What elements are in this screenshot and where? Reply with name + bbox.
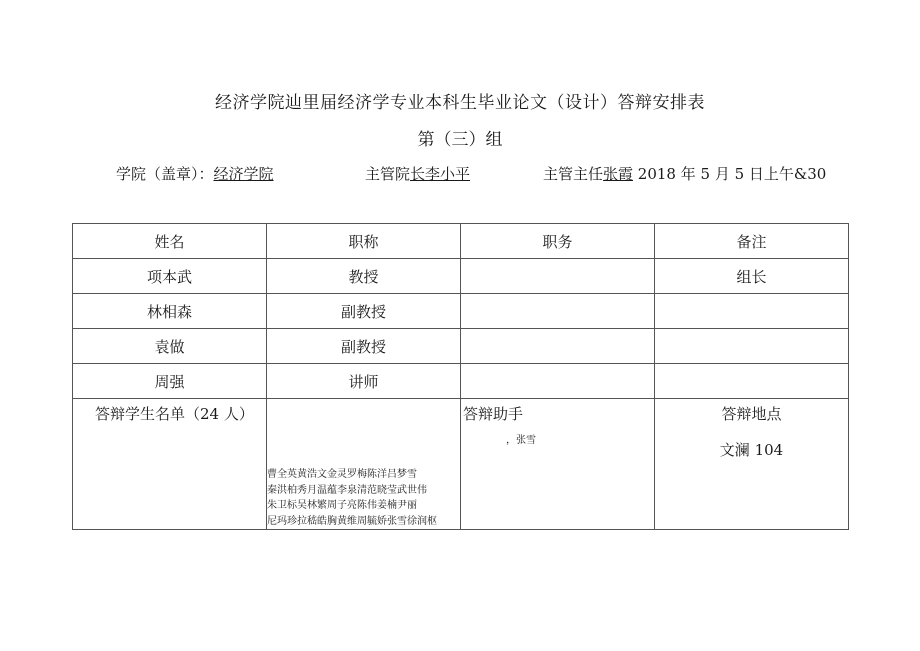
- member-name: 袁做: [73, 329, 267, 364]
- member-title: 讲师: [267, 364, 461, 399]
- member-note: 组长: [655, 259, 849, 294]
- director-label: 主管主任: [543, 165, 604, 183]
- location-label: 答辩地点: [721, 405, 782, 423]
- header-title: 职称: [267, 224, 461, 259]
- member-position: [461, 259, 655, 294]
- header-name: 姓名: [73, 224, 267, 259]
- member-name: 项本武: [73, 259, 267, 294]
- assistant-label: 答辩助手: [463, 405, 524, 423]
- table-row: [73, 329, 849, 364]
- director-name: 张霞: [603, 165, 634, 183]
- header-note: 备注: [655, 224, 849, 259]
- location-cell: [655, 399, 849, 530]
- member-name: 林相森: [73, 294, 267, 329]
- member-note: [655, 294, 849, 329]
- college-info: [116, 163, 274, 184]
- member-note: [655, 364, 849, 399]
- member-position: [461, 329, 655, 364]
- student-name-line: 尼玛珍拉嵇皓胸黄维周毓娇张雪徐润枢: [267, 515, 437, 527]
- table-row: [73, 294, 849, 329]
- location-room: 文澜 104: [719, 441, 784, 459]
- document-title: 经济学院辿里届经济学专业本科生毕业论文（设计）答辩安排表: [215, 93, 705, 113]
- member-title: 副教授: [267, 329, 461, 364]
- member-position: [461, 294, 655, 329]
- student-name-line: 秦洪柏秀月温蕴李泉清范晓莹武世伟: [267, 484, 427, 496]
- students-row: [73, 399, 849, 530]
- student-name-line: 朱卫标吴林繁周子亮陈伟姜楠尹丽: [267, 500, 417, 511]
- group-number: 第（三）组: [417, 130, 503, 150]
- director-info: [543, 163, 826, 184]
- table-row: [73, 364, 849, 399]
- member-name: 周强: [73, 364, 267, 399]
- member-title: 教授: [267, 259, 461, 294]
- student-name-list: [267, 467, 437, 529]
- student-name-line: 曹全英黄浩文金灵罗梅陈洋吕梦雪: [267, 469, 417, 480]
- students-label-cell: [73, 399, 267, 530]
- student-list-cell: [267, 399, 461, 530]
- students-label: 答辩学生名单（24 人）: [95, 405, 254, 423]
- header-position: 职务: [461, 224, 655, 259]
- table-row: [73, 259, 849, 294]
- assistant-cell: [461, 399, 655, 530]
- dean-name: 长李小平: [410, 165, 471, 183]
- defense-datetime: 2018 年 5 月 5 日上午&30: [633, 165, 827, 183]
- dean-label: 主管院: [365, 165, 411, 183]
- college-name: 经济学院: [213, 165, 274, 183]
- committee-table: [72, 223, 849, 530]
- member-note: [655, 329, 849, 364]
- member-position: [461, 364, 655, 399]
- dean-info: [365, 163, 470, 184]
- college-label: 学院（盖章）：: [116, 165, 214, 183]
- table-header-row: [73, 224, 849, 259]
- assistant-name: ，张雪: [506, 435, 536, 446]
- member-title: 副教授: [267, 294, 461, 329]
